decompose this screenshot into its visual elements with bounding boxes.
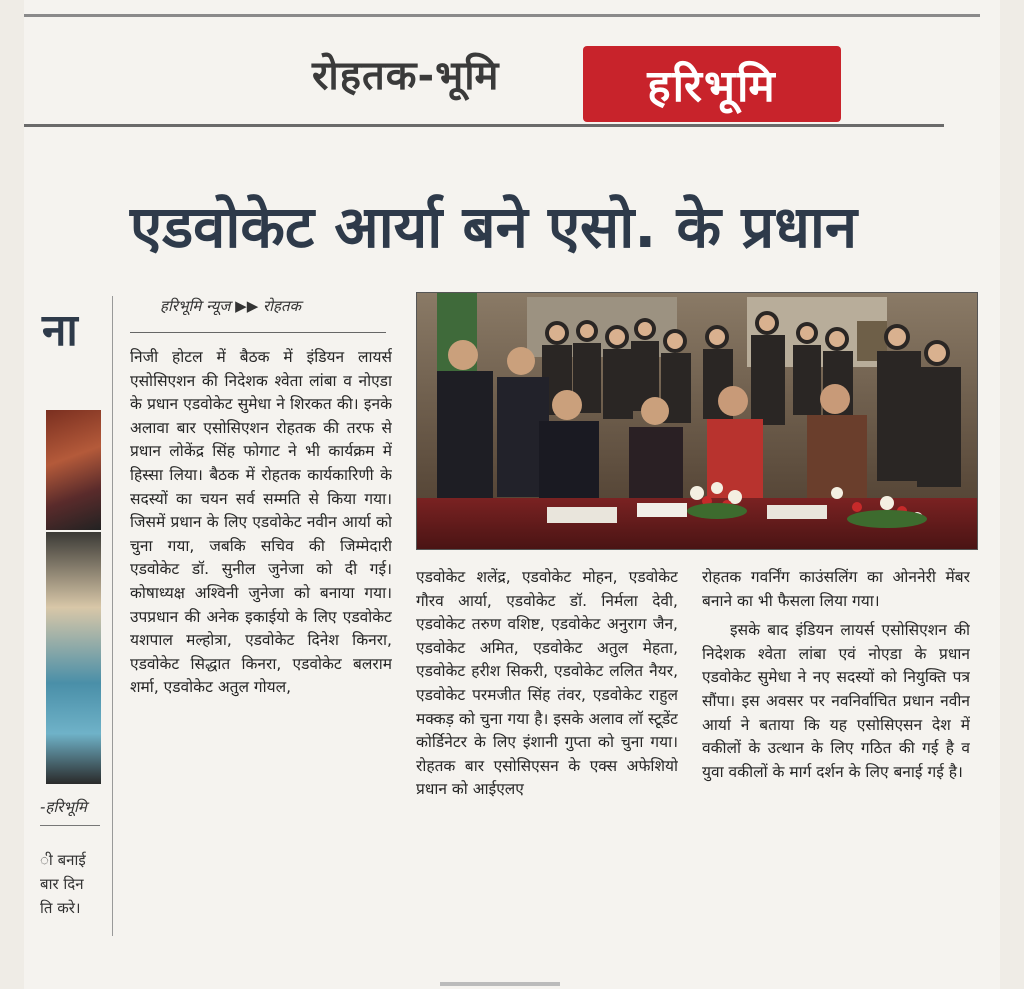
byline: हरिभूमि न्यूज ▶▶ रोहतक (160, 297, 302, 315)
brand-logo (583, 46, 841, 122)
adjacent-rule (40, 825, 100, 826)
byline-rule (130, 332, 386, 333)
group-photo-illustration (417, 293, 977, 549)
top-rule (24, 14, 980, 17)
adjacent-text-line: ति करे। (40, 899, 81, 917)
article-paragraph: एडवोकेट शलेंद्र, एडवोकेट मोहन, एडवोकेट गौरव आर्या, एडवोकेट डॉ. निर्मला देवी, एडवोकेट तरुण वशिष्ट, एडवोकेट अनुराग जैन, एडवोकेट अमित, एडवोकेट अतुल मेहता, एडवोकेट हरीश सिकरी, एडवोकेट ललित नैयर, एडवोकेट परमजीत सिंह तंवर, एडवोकेट राहुल मक्कड़ को चुना गया है। इसके अलाव लॉ स्टूडेंट कोर्डिनेटर के लिए इंशानी गुप्ता को चुना गया। रोहतक बार एसोसिएसन के एक्स अफेशियो प्रधान को आईएलए (416, 568, 678, 799)
masthead-rule (24, 124, 944, 127)
adjacent-text-line: बार दिन (40, 875, 84, 893)
adjacent-text-line: ी बनाई (40, 851, 86, 869)
article-paragraph: इसके बाद इंडियन लायर्स एसोसिएशन की निदेशक श्वेता लांबा एवं नोएडा के प्रधान एडवोकेट सुमेधा ने नए सदस्यों को नियुक्ति पत्र सौंपा। इस अवसर पर नवनिर्वाचित प्रधान नवीन आर्या ने बताया कि यह एसोसिएसन देश में वकीलों के उत्थान के लिए गठित की गई है व युवा वकीलों के मार्ग दर्शन के लिए बनाई गई है। (702, 621, 970, 781)
adjacent-headline-fragment: ना (42, 305, 78, 356)
adjacent-brand-fragment: -हरिभूमि (40, 798, 87, 816)
adjacent-photo-top (46, 410, 101, 530)
article-column-3 (702, 566, 970, 938)
section-name: रोहतक-भूमि (312, 53, 500, 99)
article-column-1 (130, 346, 392, 936)
brand-logo-text: हरिभूमि (647, 61, 777, 112)
footer-fragment (440, 982, 560, 986)
article-photo (416, 292, 978, 550)
article-headline: एडवोकेट आर्या बने एसो. के प्रधान (130, 193, 858, 261)
article-column-2 (416, 566, 678, 938)
article-paragraph: रोहतक गवर्निंग काउंसलिंग का ओननेरी मेंबर बनाने का भी फैसला लिया गया। (702, 568, 970, 610)
column-divider (112, 296, 113, 936)
article-paragraph: निजी होटल में बैठक में इंडियन लायर्स एसोसिएशन की निदेशक श्वेता लांबा व नोएडा के प्रधान एडवोकेट सुमेधा ने शिरकत की। इनके अलावा बार एसोसिएशन रोहतक की तरफ से प्रधान लोकेंद्र सिंह फोगाट ने भी कार्यक्रम में हिस्सा लिया। बैठक में रोहतक कार्यकारिणी के सदस्यों का चयन सर्व सम्मति से किया गया। जिसमें प्रधान के लिए एडवोकेट नवीन आर्या को चुना गया, जबकि सचिव की जिम्मेदारी एडवोकेट डॉ. सुनील जुनेजा को दी गई। कोषाध्यक्ष अश्विनी जुनेजा को बनाया गया। उपप्रधान की अनेक इकाईयो के लिए एडवोकेट यशपाल मल्होत्रा, एडवोकेट दिनेश किनरा, एडवोकेट सिद्धात किनरा, एडवोकेट बलराम शर्मा, एडवोकेट अतुल गोयल, (130, 348, 392, 697)
adjacent-photo-bottom (46, 532, 101, 784)
